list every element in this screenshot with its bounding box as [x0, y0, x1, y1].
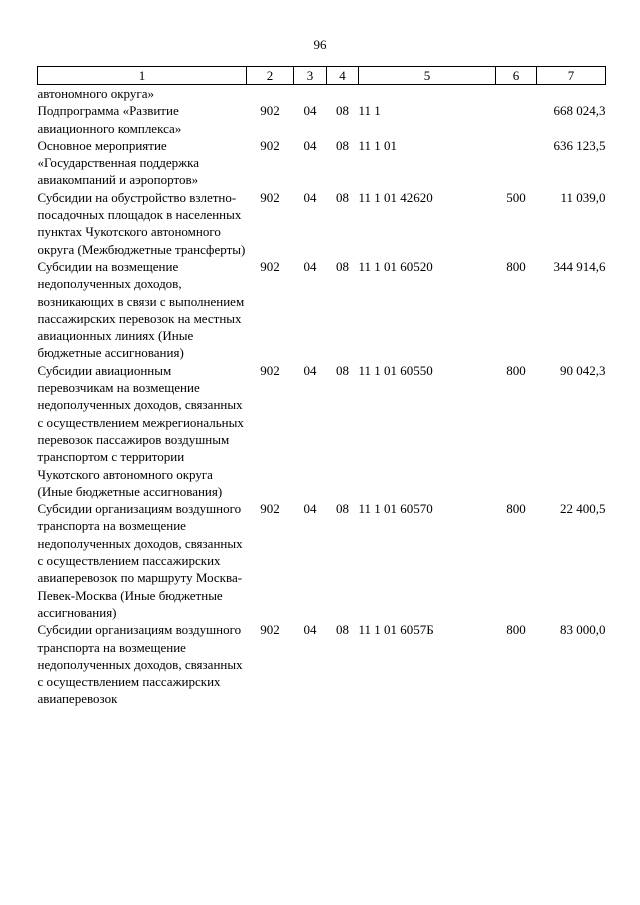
row-expense-type — [496, 137, 537, 189]
table-row — [38, 258, 606, 362]
row-subsection: 08 — [336, 622, 349, 638]
table-row — [38, 362, 606, 500]
row-sum: 344 914,6 — [553, 258, 606, 274]
row-admin-code: 902 — [260, 189, 280, 205]
table-row — [38, 621, 606, 707]
row-expense-type: 500 — [506, 189, 526, 205]
row-name: Субсидии организациям воздушного транспорта на возмещение недополученных доходов, связанных с осуществлением пассажирских авиаперевозок по маршруту Москва-Певек-Москва (Иные бюджетные ассигнования) — [37, 501, 243, 620]
row-subsection: 08 — [336, 103, 349, 119]
row-name: Подпрограмма «Развитие авиационного комплекса» — [37, 103, 182, 136]
row-section: 04 — [303, 103, 317, 119]
row-admin-code: 902 — [260, 501, 280, 517]
row-sum: 668 024,3 — [553, 103, 606, 119]
row-expense-type: 800 — [506, 362, 526, 378]
row-section: 04 — [303, 622, 317, 638]
row-target-code — [359, 85, 496, 103]
row-sum: 22 400,5 — [560, 501, 606, 517]
row-section: 04 — [303, 137, 317, 153]
row-subsection: 08 — [336, 137, 349, 153]
row-admin-code: 902 — [260, 622, 280, 638]
table-row — [38, 137, 606, 189]
row-target-code: 11 1 — [358, 103, 381, 119]
row-target-code: 11 1 01 — [358, 137, 398, 153]
row-name: Субсидии на обустройство взлетно-посадочных площадок в населенных пунктах Чукотского автономного округа (Межбюджетные трансферты) — [37, 189, 246, 257]
header-cell: 6 — [496, 67, 537, 85]
row-admin-code: 902 — [260, 362, 280, 378]
row-subsection: 08 — [336, 189, 349, 205]
row-target-code: 11 1 01 60550 — [358, 362, 433, 378]
row-name: Субсидии на возмещение недополученных доходов, возникающих в связи с выполнением пассажирских перевозок на местных авиационных линиях (Иные бюджетные ассигнования) — [37, 258, 245, 361]
row-name: Субсидии организациям воздушного транспорта на возмещение недополученных доходов, связанных с осуществлением пассажирских авиаперевозок — [37, 622, 243, 707]
row-section — [294, 85, 327, 103]
table-row — [38, 85, 606, 103]
row-expense-type: 800 — [506, 622, 526, 638]
row-admin-code — [247, 85, 294, 103]
row-expense-type: 800 — [506, 258, 526, 274]
header-cell: 3 — [294, 67, 327, 85]
row-sum: 90 042,3 — [560, 362, 606, 378]
row-admin-code: 902 — [260, 103, 280, 119]
row-sum: 11 039,0 — [560, 189, 606, 205]
row-sum — [537, 85, 606, 103]
row-sum: 636 123,5 — [553, 137, 606, 153]
row-target-code: 11 1 01 60570 — [358, 501, 433, 517]
row-name: Основное мероприятие «Государственная поддержка авиакомпаний и аэропортов» — [37, 137, 200, 188]
row-expense-type — [496, 85, 537, 103]
table-row — [38, 102, 606, 137]
row-expense-type: 800 — [506, 501, 526, 517]
header-cell: 4 — [327, 67, 359, 85]
row-target-code: 11 1 01 6057Б — [358, 622, 434, 638]
row-section: 04 — [303, 189, 317, 205]
header-cell: 7 — [537, 67, 606, 85]
row-section: 04 — [303, 258, 317, 274]
header-cell: 1 — [38, 67, 247, 85]
budget-table — [37, 66, 606, 708]
row-subsection: 08 — [336, 258, 349, 274]
page-number: 96 — [313, 37, 327, 52]
row-subsection: 08 — [336, 501, 349, 517]
row-admin-code: 902 — [260, 258, 280, 274]
row-subsection — [327, 85, 359, 103]
header-cell: 2 — [247, 67, 294, 85]
row-admin-code: 902 — [260, 137, 280, 153]
row-target-code: 11 1 01 60520 — [358, 258, 433, 274]
table-header-row — [38, 67, 606, 85]
header-cell: 5 — [359, 67, 496, 85]
row-section: 04 — [303, 501, 317, 517]
row-name: Субсидии авиационным перевозчикам на возмещение недополученных доходов, связанных с осуществлением межрегиональных перевозок пассажиров воздушным транспортом с территории Чукотского автономного округа (Иные бюджетные ассигнования) — [37, 362, 244, 499]
row-section: 04 — [303, 362, 317, 378]
row-sum: 83 000,0 — [560, 622, 606, 638]
row-target-code: 11 1 01 42620 — [358, 189, 433, 205]
row-expense-type — [496, 102, 537, 137]
row-subsection: 08 — [336, 362, 349, 378]
row-name: автономного округа» — [37, 86, 154, 101]
table-row — [38, 189, 606, 258]
table-row — [38, 500, 606, 621]
